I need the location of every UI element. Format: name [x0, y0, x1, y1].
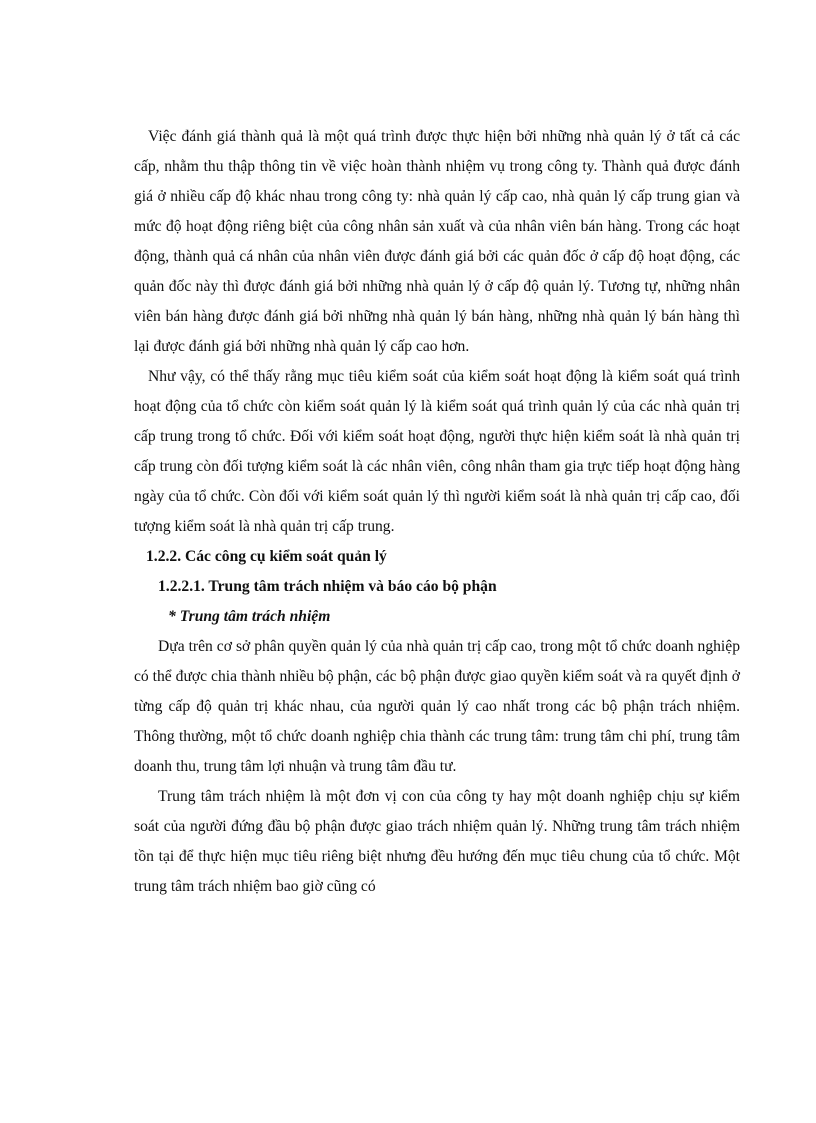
section-heading-1-2-2: 1.2.2. Các công cụ kiểm soát quản lý: [146, 548, 387, 565]
paragraph-performance-evaluation: Việc đánh giá thành quả là một quá trình được thực hiện bởi những nhà quản lý ở tất cả các cấp, nhằm thu thập thông tin về việc hoàn thành nhiệm vụ trong công ty. Thành quả được đánh giá ở nhiều cấp độ khác nhau trong công ty: nhà quản lý cấp cao, nhà quản lý cấp trung gian và mức độ hoạt động riêng biệt của công nhân sản xuất và của nhân viên bán hàng. Trong các hoạt động, thành quả cá nhân của nhân viên được đánh giá bởi các quản đốc ở cấp độ hoạt động, các quản đốc này thì được đánh giá bởi những nhà quản lý ở cấp độ quản lý. Tương tự, những nhân viên bán hàng được đánh giá bởi những nhà quản lý bán hàng, những nhà quản lý bán hàng thì lại được đánh giá bởi những nhà quản lý cấp cao hơn.: [134, 128, 740, 355]
paragraph-responsibility-center-definition: Trung tâm trách nhiệm là một đơn vị con của công ty hay một doanh nghiệp chịu sự kiểm soát của người đứng đầu bộ phận được giao trách nhiệm quản lý. Những trung tâm trách nhiệm tồn tại để thực hiện mục tiêu riêng biệt nhưng đều hướng đến mục tiêu chung của tổ chức. Một trung tâm trách nhiệm bao giờ cũng có: [134, 788, 740, 895]
document-page: [134, 122, 740, 902]
sub-heading-responsibility-center: * Trung tâm trách nhiệm: [168, 608, 331, 625]
paragraph-control-objectives: Như vậy, có thể thấy rằng mục tiêu kiểm soát của kiểm soát hoạt động là kiểm soát quá trình hoạt động của tổ chức còn kiểm soát quản lý là kiểm soát quá trình quản lý của các nhà quản trị cấp trung trong tổ chức. Đối với kiểm soát hoạt động, người thực hiện kiểm soát là nhà quản trị cấp trung còn đối tượng kiểm soát là các nhân viên, công nhân tham gia trực tiếp hoạt động hàng ngày của tổ chức. Còn đối với kiểm soát quản lý thì người kiểm soát là nhà quản trị cấp cao, đối tượng kiểm soát là nhà quản trị cấp trung.: [134, 368, 740, 535]
section-heading-1-2-2-1: 1.2.2.1. Trung tâm trách nhiệm và báo cáo bộ phận: [158, 578, 497, 595]
paragraph-decentralization: Dựa trên cơ sở phân quyền quản lý của nhà quản trị cấp cao, trong một tổ chức doanh nghiệp có thể được chia thành nhiều bộ phận, các bộ phận được giao quyền kiểm soát và ra quyết định ở từng cấp độ quản trị khác nhau, của người quản lý cao nhất trong các bộ phận trách nhiệm. Thông thường, một tổ chức doanh nghiệp chia thành các trung tâm: trung tâm chi phí, trung tâm doanh thu, trung tâm lợi nhuận và trung tâm đầu tư.: [134, 638, 740, 775]
